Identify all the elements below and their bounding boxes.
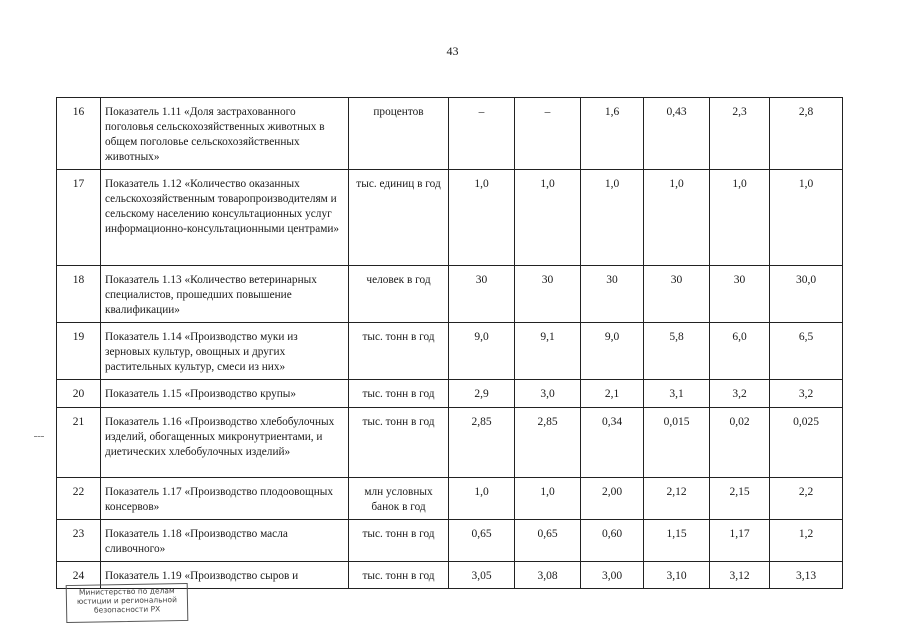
value-cell: 9,0	[581, 323, 644, 380]
value-cell: 2,3	[710, 98, 770, 170]
value-cell: 3,00	[581, 562, 644, 589]
value-cell: 3,12	[710, 562, 770, 589]
ministry-stamp: Министерство по делам юстиции и региональной безопасности РХ	[66, 583, 189, 623]
value-cell: 3,0	[515, 380, 581, 408]
indicator-name: Показатель 1.11 «Доля застрахованного поголовья сельскохозяйственных животных в общем поголовье сельскохозяйственных животных»	[101, 98, 349, 170]
indicator-name: Показатель 1.16 «Производство хлебобулочных изделий, обогащенных микронутриентами, и диетических хлебобулочных изделий»	[101, 408, 349, 478]
table-row	[57, 380, 843, 408]
value-cell: 2,12	[644, 478, 710, 520]
value-cell: 1,0	[710, 170, 770, 266]
value-cell: 3,05	[449, 562, 515, 589]
indicator-name: Показатель 1.18 «Производство масла сливочного»	[101, 520, 349, 562]
value-cell: 6,0	[710, 323, 770, 380]
value-cell: 1,6	[581, 98, 644, 170]
value-cell: 0,02	[710, 408, 770, 478]
value-cell: 1,17	[710, 520, 770, 562]
value-cell: 0,015	[644, 408, 710, 478]
value-cell: –	[449, 98, 515, 170]
value-cell: 1,0	[644, 170, 710, 266]
value-cell: 1,0	[449, 170, 515, 266]
unit-cell: тыс. тонн в год	[349, 562, 449, 589]
value-cell: 2,9	[449, 380, 515, 408]
row-number: 22	[57, 478, 101, 520]
value-cell: 30	[515, 266, 581, 323]
value-cell: 30	[449, 266, 515, 323]
value-cell: 1,0	[515, 478, 581, 520]
value-cell: 2,85	[515, 408, 581, 478]
row-number: 23	[57, 520, 101, 562]
table-row	[57, 323, 843, 380]
value-cell: 3,1	[644, 380, 710, 408]
row-number: 24	[57, 562, 101, 589]
indicator-name: Показатель 1.13 «Количество ветеринарных специалистов, прошедших повышение квалификации»	[101, 266, 349, 323]
indicator-name: Показатель 1.15 «Производство крупы»	[101, 380, 349, 408]
table-row	[57, 520, 843, 562]
value-cell: –	[515, 98, 581, 170]
unit-cell: тыс. единиц в год	[349, 170, 449, 266]
value-cell: 1,0	[581, 170, 644, 266]
unit-cell: тыс. тонн в год	[349, 323, 449, 380]
table-row	[57, 266, 843, 323]
page-number: 43	[446, 44, 459, 58]
indicator-name: Показатель 1.12 «Количество оказанных сельскохозяйственным товаропроизводителям и сельскому населению консультационных услуг информационно-консультационными центрами»	[101, 170, 349, 266]
value-cell: 9,0	[449, 323, 515, 380]
table-row	[57, 170, 843, 266]
indicator-name: Показатель 1.19 «Производство сыров и	[101, 562, 349, 589]
row-number: 17	[57, 170, 101, 266]
row-number: 19	[57, 323, 101, 380]
unit-cell: человек в год	[349, 266, 449, 323]
unit-cell: тыс. тонн в год	[349, 380, 449, 408]
table-row	[57, 478, 843, 520]
value-cell: 0,65	[515, 520, 581, 562]
indicator-name: Показатель 1.17 «Производство плодоовощных консервов»	[101, 478, 349, 520]
value-cell: 3,2	[770, 380, 843, 408]
unit-cell: тыс. тонн в год	[349, 408, 449, 478]
value-cell: 2,85	[449, 408, 515, 478]
value-cell: 0,65	[449, 520, 515, 562]
value-cell: 1,0	[449, 478, 515, 520]
value-cell: 2,00	[581, 478, 644, 520]
value-cell: 3,13	[770, 562, 843, 589]
value-cell: 2,1	[581, 380, 644, 408]
value-cell: 1,15	[644, 520, 710, 562]
value-cell: 0,025	[770, 408, 843, 478]
value-cell: 0,43	[644, 98, 710, 170]
value-cell: 30	[644, 266, 710, 323]
value-cell: 2,8	[770, 98, 843, 170]
row-number: 16	[57, 98, 101, 170]
value-cell: 30	[710, 266, 770, 323]
value-cell: 0,60	[581, 520, 644, 562]
value-cell: 2,15	[710, 478, 770, 520]
indicators-table	[56, 97, 843, 589]
unit-cell: тыс. тонн в год	[349, 520, 449, 562]
value-cell: 30	[581, 266, 644, 323]
value-cell: 2,2	[770, 478, 843, 520]
value-cell: 6,5	[770, 323, 843, 380]
unit-cell: процентов	[349, 98, 449, 170]
row-number: 20	[57, 380, 101, 408]
row-number: 18	[57, 266, 101, 323]
value-cell: 3,10	[644, 562, 710, 589]
margin-mark	[34, 436, 44, 437]
table-row	[57, 408, 843, 478]
value-cell: 1,0	[770, 170, 843, 266]
value-cell: 3,08	[515, 562, 581, 589]
table-row	[57, 98, 843, 170]
value-cell: 5,8	[644, 323, 710, 380]
value-cell: 1,2	[770, 520, 843, 562]
indicator-name: Показатель 1.14 «Производство муки из зерновых культур, овощных и других растительных культур, смеси из них»	[101, 323, 349, 380]
value-cell: 1,0	[515, 170, 581, 266]
unit-cell: млн условных банок в год	[349, 478, 449, 520]
value-cell: 3,2	[710, 380, 770, 408]
value-cell: 30,0	[770, 266, 843, 323]
value-cell: 9,1	[515, 323, 581, 380]
value-cell: 0,34	[581, 408, 644, 478]
row-number: 21	[57, 408, 101, 478]
